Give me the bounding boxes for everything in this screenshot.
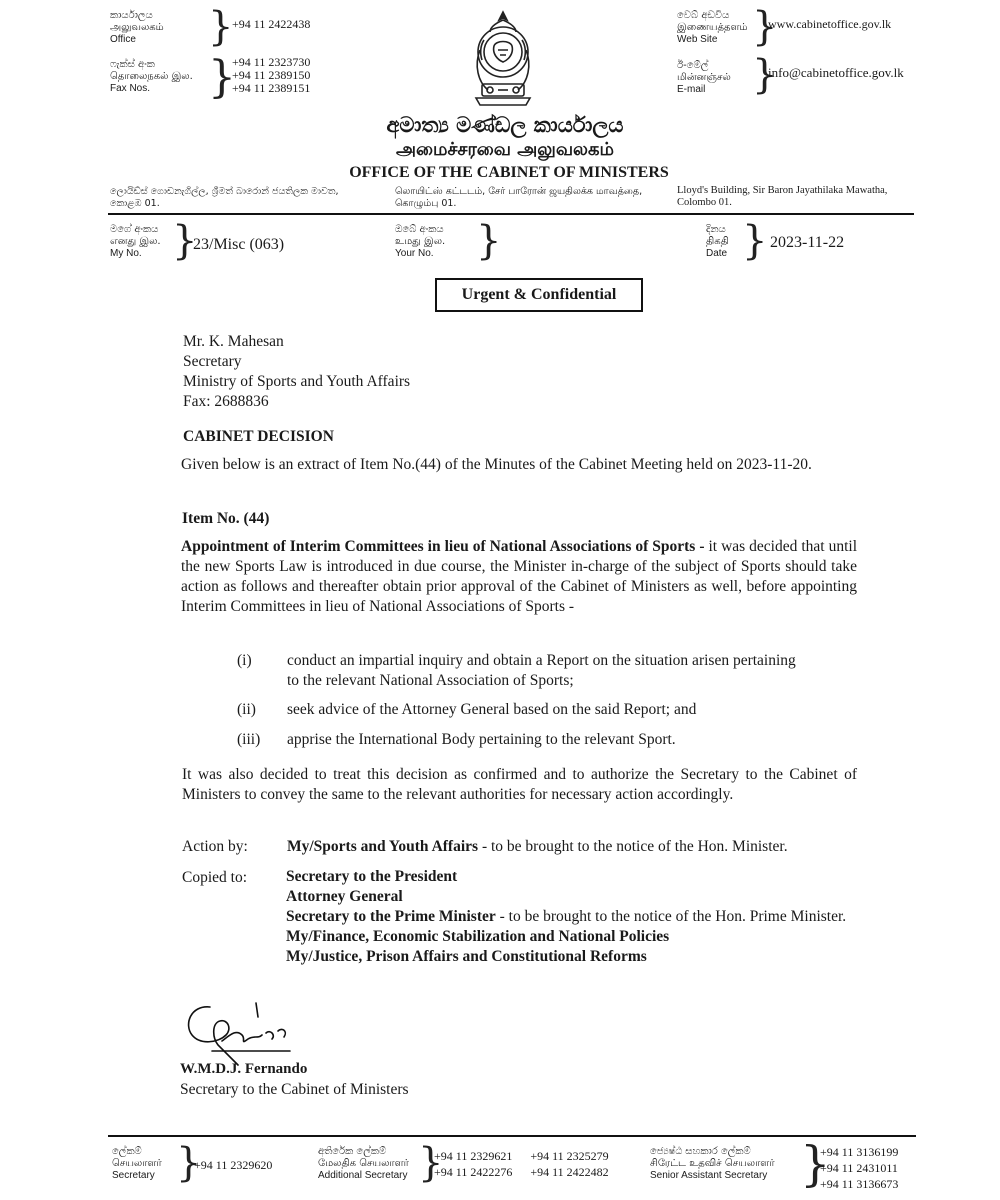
- brace-fax: }: [208, 52, 236, 103]
- decision-heading: CABINET DECISION: [183, 428, 334, 445]
- address-english-line: Lloyd's Building, Sir Baron Jayathilaka Mawatha,: [677, 185, 888, 196]
- classification-badge: Urgent & Confidential: [435, 278, 643, 312]
- your-no-label-tamil: உமது இல.: [395, 236, 446, 247]
- list-item: [237, 730, 807, 750]
- copied-to-list: [286, 867, 861, 967]
- brace-footer-secretary: }: [176, 1140, 202, 1186]
- footer-phone: +94 11 2431011: [820, 1161, 898, 1175]
- signatory-name: W.M.D.J. Fernando: [180, 1061, 308, 1077]
- your-no-label-sinhala: ඔබේ අංකය: [395, 224, 444, 235]
- footer-secretary-tamil: செயலாளர்: [112, 1158, 162, 1169]
- item-body: it was decided that until the new Sports Law is introduced in due course, the Minister in-charge of the subject of Sports should take action as follows and thereafter obtain prior approval of the Cabinet of Ministers as well, before appointing Interim Committees in lieu of National Associations of Sports -: [181, 538, 857, 615]
- header-divider: [108, 213, 914, 215]
- office-title-sinhala: අමාත්‍ය මණ්ඩල කාර්යාලය: [386, 113, 624, 137]
- footer-additional-tamil: மேலதிக செயலாளர்: [318, 1158, 409, 1169]
- copied-to-entity: My/Justice, Prison Affairs and Constitutional Reforms: [286, 948, 647, 965]
- fax-label-sinhala: ෆැක්ස් අංක: [110, 59, 155, 70]
- footer-additional-label: [318, 1146, 409, 1182]
- brace-footer-additional: }: [418, 1140, 444, 1186]
- copied-to-entry: [286, 907, 861, 927]
- footer-phone: +94 11 2329621: [434, 1149, 513, 1163]
- address-english: [677, 185, 887, 209]
- footer-additional-phones: [434, 1148, 609, 1180]
- fax-label-tamil: தொலைநகல் இல.: [110, 71, 193, 82]
- brace-website: }: [752, 4, 778, 50]
- action-by-entity: My/Sports and Youth Affairs: [287, 838, 479, 855]
- footer-secretary-english: Secretary: [112, 1170, 155, 1181]
- footer-senior-label: [650, 1146, 775, 1182]
- item-heading: Item No. (44): [182, 510, 270, 527]
- date-label-sinhala: දිනය: [706, 224, 726, 235]
- list-item-text: conduct an impartial inquiry and obtain a Report on the situation arisen pertaining to the relevant National Association of Sports;: [287, 652, 796, 689]
- office-label-english: Office: [110, 34, 136, 45]
- my-no-label-sinhala: මගේ අංකය: [110, 224, 159, 235]
- confirmation-paragraph: It was also decided to treat this decision as confirmed and to authorize the Secretary to the Cabinet of Ministers to convey the same to the relevant authorities for necessary action accordingly.: [182, 766, 857, 803]
- email-label-sinhala: ඊ-මේල්: [677, 60, 709, 71]
- list-item-number: (iii): [237, 731, 261, 748]
- copied-to-entity: Secretary to the Prime Minister: [286, 908, 496, 925]
- brace-office: }: [208, 4, 234, 50]
- footer-phone: +94 11 3136199: [820, 1145, 899, 1159]
- item-title: Appointment of Interim Committees in lieu of National Associations of Sports -: [181, 538, 705, 555]
- website-label: [677, 10, 748, 46]
- fax-numbers: [232, 56, 310, 95]
- email-label: [677, 60, 731, 96]
- footer-additional-english: Additional Secretary: [318, 1170, 408, 1181]
- footer-senior-sinhala: ජ්‍යෙෂ්ඨ සහකාර ලේකම්: [650, 1146, 751, 1157]
- footer-divider: [108, 1135, 916, 1137]
- action-by-note: - to be brought to the notice of the Hon. Minister.: [478, 838, 788, 855]
- website-label-sinhala: වෙබ් අඩවිය: [677, 10, 730, 21]
- recipient-title: Secretary: [183, 353, 242, 370]
- list-item-text: seek advice of the Attorney General based on the said Report; and: [287, 701, 697, 718]
- list-item: [237, 700, 807, 720]
- fax-label: [110, 59, 193, 95]
- my-no-value: 23/Misc (063): [193, 236, 285, 253]
- my-no-label-tamil: எனது இல.: [110, 236, 161, 247]
- copied-to-entity: Attorney General: [286, 888, 403, 905]
- fax-number: +94 11 2389150: [232, 68, 311, 82]
- copied-to-entity: Secretary to the President: [286, 868, 458, 885]
- date-value: 2023-11-22: [770, 234, 845, 251]
- office-phone: +94 11 2422438: [232, 17, 311, 31]
- email-label-tamil: மின்னஞ்சல்: [677, 72, 731, 83]
- footer-phone: +94 11 2325279: [530, 1149, 609, 1163]
- my-no-label: [110, 224, 161, 260]
- footer-secretary-phone: +94 11 2329620: [194, 1158, 273, 1172]
- brace-email: }: [752, 52, 778, 98]
- footer-additional-sinhala: අතිරේක ලේකම්: [318, 1146, 387, 1157]
- address-tamil: [395, 186, 642, 210]
- footer-secretary-sinhala: ලේකම්: [112, 1146, 142, 1157]
- footer-phone: +94 11 2422276: [434, 1165, 513, 1179]
- address-english-line: Colombo 01.: [677, 197, 732, 208]
- footer-senior-phones: [820, 1144, 898, 1192]
- recipient-fax: Fax: 2688836: [183, 393, 269, 410]
- recipient-name: Mr. K. Mahesan: [183, 333, 284, 350]
- email-label-english: E-mail: [677, 84, 706, 95]
- footer-secretary-label: [112, 1146, 162, 1182]
- intro-paragraph: Given below is an extract of Item No.(44) of the Minutes of the Cabinet Meeting held on 2023-11-20.: [181, 456, 812, 473]
- office-title-tamil: அமைச்சரவை அலுவலகம்: [396, 139, 614, 160]
- address-sinhala-line: කොළඹ 01.: [110, 198, 160, 209]
- brace-your-no: }: [476, 218, 502, 264]
- copied-to-entry: [286, 927, 861, 947]
- action-by-label: Action by:: [182, 838, 248, 855]
- your-no-label-english: Your No.: [395, 248, 434, 259]
- item-paragraph: [181, 537, 857, 617]
- footer-senior-tamil: சிரேட்ட உதவிச் செயலாளர்: [650, 1158, 775, 1169]
- list-item-number: (i): [237, 652, 252, 669]
- your-no-label: [395, 224, 445, 260]
- email-link[interactable]: info@cabinetoffice.gov.lk: [768, 65, 904, 80]
- action-by-value: [287, 837, 867, 857]
- address-sinhala: [110, 186, 339, 210]
- office-label-tamil: அலுவலகம்: [110, 22, 164, 33]
- office-label: [110, 10, 164, 46]
- date-label-english: Date: [706, 248, 728, 259]
- brace-footer-senior: }: [800, 1136, 831, 1192]
- date-label-tamil: திகதி: [706, 236, 729, 247]
- copied-to-entry: [286, 887, 861, 907]
- my-no-label-english: My No.: [110, 248, 142, 259]
- fax-number: +94 11 2389151: [232, 81, 311, 95]
- emblem-seal-icon: [468, 10, 538, 108]
- signature-icon: [178, 995, 308, 1067]
- address-tamil-line: கொழும்பு 01.: [395, 198, 457, 209]
- address-sinhala-line: ලොයිඩ්ස් ගොඩනැගිල්ල, ශ්‍රීමත් බාරොන් ජයතිලක මාවත,: [110, 186, 339, 197]
- website-link[interactable]: www.cabinetoffice.gov.lk: [768, 17, 892, 31]
- fax-number: +94 11 2323730: [232, 55, 311, 69]
- recipient-block: [183, 332, 410, 412]
- address-tamil-line: லொயிட்ஸ் கட்டடம், சேர் பாரோன் ஜயதிலக்க மாவத்தை,: [395, 186, 643, 197]
- signatory-title: Secretary to the Cabinet of Ministers: [180, 1081, 409, 1098]
- date-label: [706, 224, 729, 260]
- office-label-sinhala: කාර්යාලය: [110, 10, 153, 21]
- office-title-english: OFFICE OF THE CABINET OF MINISTERS: [349, 164, 669, 181]
- fax-label-english: Fax Nos.: [110, 83, 151, 94]
- copied-to-label: Copied to:: [182, 869, 248, 886]
- footer-senior-english: Senior Assistant Secretary: [650, 1170, 768, 1181]
- action-list: [237, 651, 807, 750]
- list-item-text: apprise the International Body pertaining to the relevant Sport.: [287, 731, 676, 748]
- copied-to-entity: My/Finance, Economic Stabilization and National Policies: [286, 928, 670, 945]
- brace-my-no: }: [172, 218, 198, 264]
- brace-date: }: [742, 218, 768, 264]
- copied-to-entry: [286, 867, 861, 887]
- website-label-english: Web Site: [677, 34, 718, 45]
- recipient-ministry: Ministry of Sports and Youth Affairs: [183, 373, 411, 390]
- copied-to-note: - to be brought to the notice of the Hon. Prime Minister.: [495, 908, 847, 925]
- footer-phone: +94 11 2422482: [530, 1165, 609, 1179]
- list-item: [237, 651, 807, 691]
- website-label-tamil: இணையத்தளம்: [677, 22, 748, 33]
- footer-phone: +94 11 3136673: [820, 1177, 899, 1191]
- copied-to-entry: [286, 947, 861, 967]
- list-item-number: (ii): [237, 701, 256, 718]
